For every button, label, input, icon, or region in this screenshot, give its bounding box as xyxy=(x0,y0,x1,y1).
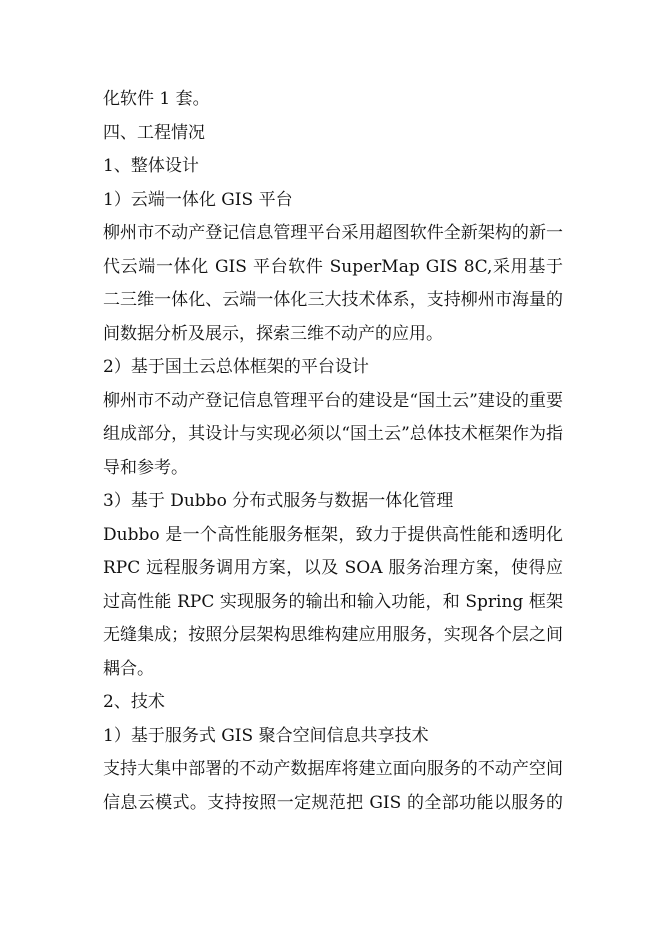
body-text-line: 无缝集成；按照分层架构思维构建应用服务，实现各个层之间 xyxy=(103,625,563,645)
item-heading-service-gis: 1）基于服务式 GIS 聚合空间信息共享技术 xyxy=(103,725,429,746)
body-text-line: Dubbo 是一个高性能服务框架，致力于提供高性能和透明化 xyxy=(103,524,563,545)
paragraph-continuation: 化软件 1 套。 xyxy=(103,89,210,109)
item-heading-land-cloud: 2）基于国土云总体框架的平台设计 xyxy=(103,357,369,377)
body-text-line: 二三维一体化、云端一体化三大技术体系，支持柳州市海量的 xyxy=(103,290,563,310)
section-heading-project: 四、工程情况 xyxy=(103,122,205,143)
body-text-line: 柳州市不动产登记信息管理平台的建设是“国土云”建设的重要 xyxy=(103,390,563,411)
subsection-heading-overall-design: 1、整体设计 xyxy=(103,156,199,176)
item-heading-dubbo: 3）基于 Dubbo 分布式服务与数据一体化管理 xyxy=(103,491,454,511)
body-text-line: 柳州市不动产登记信息管理平台采用超图软件全新架构的新一 xyxy=(103,223,563,243)
body-text-line: 组成部分，其设计与实现必须以“国土云”总体技术框架作为指 xyxy=(103,424,563,444)
body-text-line: 导和参考。 xyxy=(103,457,188,478)
body-text-line: 耦合。 xyxy=(103,658,154,679)
body-text-line: 间数据分析及展示，探索三维不动产的应用。 xyxy=(103,323,443,344)
body-text-line: 信息云模式。支持按照一定规范把 GIS 的全部功能以服务的 xyxy=(103,792,563,813)
body-text-line: 支持大集中部署的不动产数据库将建立面向服务的不动产空间 xyxy=(103,759,563,779)
body-text-line: 过高性能 RPC 实现服务的输出和输入功能，和 Spring 框架 xyxy=(103,591,563,612)
body-text-line: 代云端一体化 GIS 平台软件 SuperMap GIS 8C,采用基于 xyxy=(103,256,563,277)
body-text-line: RPC 远程服务调用方案，以及 SOA 服务治理方案，使得应 xyxy=(103,558,563,578)
document-body xyxy=(103,83,563,820)
subsection-heading-technology: 2、技术 xyxy=(103,692,165,712)
item-heading-cloud-gis: 1）云端一体化 GIS 平台 xyxy=(103,189,293,210)
